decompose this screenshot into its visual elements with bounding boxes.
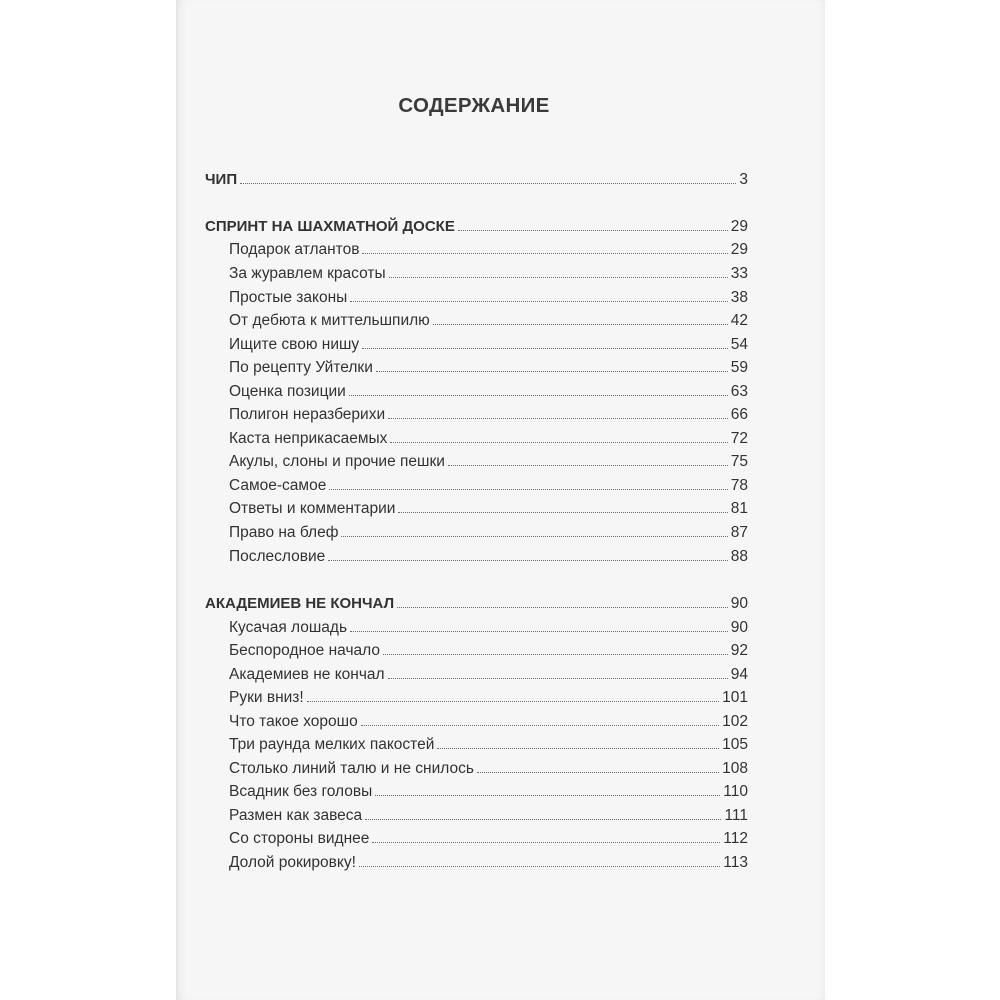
toc-chapter-label: Руки вниз!: [229, 689, 304, 706]
toc-section-chip: [205, 168, 748, 192]
toc-chapter: [229, 827, 748, 851]
toc-page-number: 108: [722, 760, 748, 777]
toc-page-number: 112: [723, 830, 748, 847]
leader-dots: [388, 678, 728, 679]
toc-chapter: [229, 286, 748, 310]
toc-page-number: 72: [730, 430, 748, 447]
leader-dots: [390, 442, 727, 443]
toc-chapter-label: Ответы и комментарии: [229, 500, 396, 517]
toc-chapter: [229, 521, 748, 545]
leader-dots: [349, 395, 728, 396]
toc-section-label: ЧИП: [205, 171, 238, 188]
leader-dots: [389, 277, 728, 278]
toc-chapter-label: Простые законы: [229, 289, 348, 306]
leader-dots: [362, 253, 727, 254]
leader-dots: [240, 183, 736, 184]
toc-chapter: [229, 639, 748, 663]
leader-dots: [376, 371, 728, 372]
leader-dots: [359, 866, 720, 867]
toc-chapter-label: Право на блеф: [229, 524, 339, 541]
toc-chapter: [229, 663, 748, 687]
toc-chapter-label: Акулы, слоны и прочие пешки: [229, 453, 445, 470]
toc-section-label: СПРИНТ НА ШАХМАТНОЙ ДОСКЕ: [205, 218, 455, 235]
toc-chapter-label: Ищите свою нишу: [229, 336, 360, 353]
toc-chapter: [229, 757, 748, 781]
leader-dots: [350, 301, 727, 302]
leader-dots: [362, 348, 728, 349]
toc-chapter-label: Столько линий талю и не снилось: [229, 760, 474, 777]
toc-chapter: [229, 616, 748, 640]
toc-page-number: 59: [730, 359, 748, 376]
toc-page-number: 78: [730, 477, 748, 494]
toc-chapter: [229, 403, 748, 427]
leader-dots: [328, 560, 727, 561]
leader-dots: [397, 607, 728, 608]
toc-chapter: [229, 686, 748, 710]
toc-page-number: 87: [730, 524, 748, 541]
toc-page-number: 88: [730, 548, 748, 565]
toc-chapter-label: Долой рокировку!: [229, 854, 356, 871]
toc-chapter-label: Самое-самое: [229, 477, 327, 494]
toc-chapter-label: По рецепту Уйтелки: [229, 359, 373, 376]
toc-chapter-label: Со стороны виднее: [229, 830, 370, 847]
leader-dots: [361, 725, 719, 726]
leader-dots: [383, 654, 728, 655]
toc-chapter-label: Подарок атлантов: [229, 241, 360, 258]
toc-page-number: 81: [730, 500, 748, 517]
toc-chapter: [229, 733, 748, 757]
toc-chapter: [229, 333, 748, 357]
toc-chapter-label: Академиев не кончал: [229, 666, 385, 683]
toc-page-number: 75: [730, 453, 748, 470]
toc-chapter: [229, 450, 748, 474]
toc-page-number: 38: [730, 289, 748, 306]
toc-chapter: [229, 780, 748, 804]
leader-dots: [388, 418, 728, 419]
toc-page-number: 42: [730, 312, 748, 329]
toc-page-number: 63: [730, 383, 748, 400]
toc-page-number: 90: [730, 595, 748, 612]
leader-dots: [477, 772, 719, 773]
toc-section-akademiev: [205, 592, 748, 616]
toc-page-number: 33: [730, 265, 748, 282]
toc-chapter-label: За журавлем красоты: [229, 265, 386, 282]
toc-page-number: 29: [730, 218, 748, 235]
toc-chapter-label: Что такое хорошо: [229, 713, 358, 730]
toc-chapter: [229, 238, 748, 262]
toc-page-number: 113: [723, 854, 748, 871]
toc-chapter: [229, 262, 748, 286]
toc-chapter: [229, 356, 748, 380]
leader-dots: [448, 465, 728, 466]
toc-section-sprint: [205, 215, 748, 239]
toc-page-number: 29: [730, 241, 748, 258]
toc-chapter: [229, 380, 748, 404]
leader-dots: [458, 230, 728, 231]
toc-chapter: [229, 474, 748, 498]
leader-dots: [307, 701, 719, 702]
toc-chapter: [229, 427, 748, 451]
toc-chapter-label: Каста неприкасаемых: [229, 430, 388, 447]
leader-dots: [433, 324, 728, 325]
toc-chapter-label: Оценка позиции: [229, 383, 346, 400]
toc-page-number: 90: [730, 619, 748, 636]
leader-dots: [398, 512, 727, 513]
toc-chapter-label: Три раунда мелких пакостей: [229, 736, 435, 753]
leader-dots: [341, 536, 727, 537]
toc-chapter: [229, 497, 748, 521]
toc-page-number: 92: [730, 642, 748, 659]
leader-dots: [437, 748, 719, 749]
leader-dots: [365, 819, 721, 820]
toc-page-number: 94: [730, 666, 748, 683]
toc-page-number: 102: [722, 713, 748, 730]
toc-chapter: [229, 804, 748, 828]
toc-chapter: [229, 710, 748, 734]
toc-chapter: [229, 545, 748, 569]
leader-dots: [375, 795, 720, 796]
toc-chapter-label: Размен как завеса: [229, 807, 363, 824]
page-title: СОДЕРЖАНИЕ: [398, 94, 550, 117]
leader-dots: [329, 489, 727, 490]
toc-page-number: 105: [722, 736, 748, 753]
toc-page-number: 101: [722, 689, 748, 706]
leader-dots: [372, 842, 720, 843]
toc-section-label: АКАДЕМИЕВ НЕ КОНЧАЛ: [205, 595, 395, 612]
toc-chapter: [229, 309, 748, 333]
toc-chapter-label: Полигон неразберихи: [229, 406, 386, 423]
toc-chapter-label: Беспородное начало: [229, 642, 380, 659]
toc-page-number: 54: [730, 336, 748, 353]
toc-chapter-label: От дебюта к миттельшпилю: [229, 312, 430, 329]
toc-page-number: 110: [723, 783, 748, 800]
toc-chapter-label: Кусачая лошадь: [229, 619, 348, 636]
toc-chapter-label: Послесловие: [229, 548, 326, 565]
toc-chapter: [229, 851, 748, 875]
toc-page-number: 111: [724, 807, 748, 824]
toc-chapter-label: Всадник без головы: [229, 783, 373, 800]
leader-dots: [350, 631, 728, 632]
toc-page-number: 3: [739, 171, 748, 188]
toc-page-number: 66: [730, 406, 748, 423]
